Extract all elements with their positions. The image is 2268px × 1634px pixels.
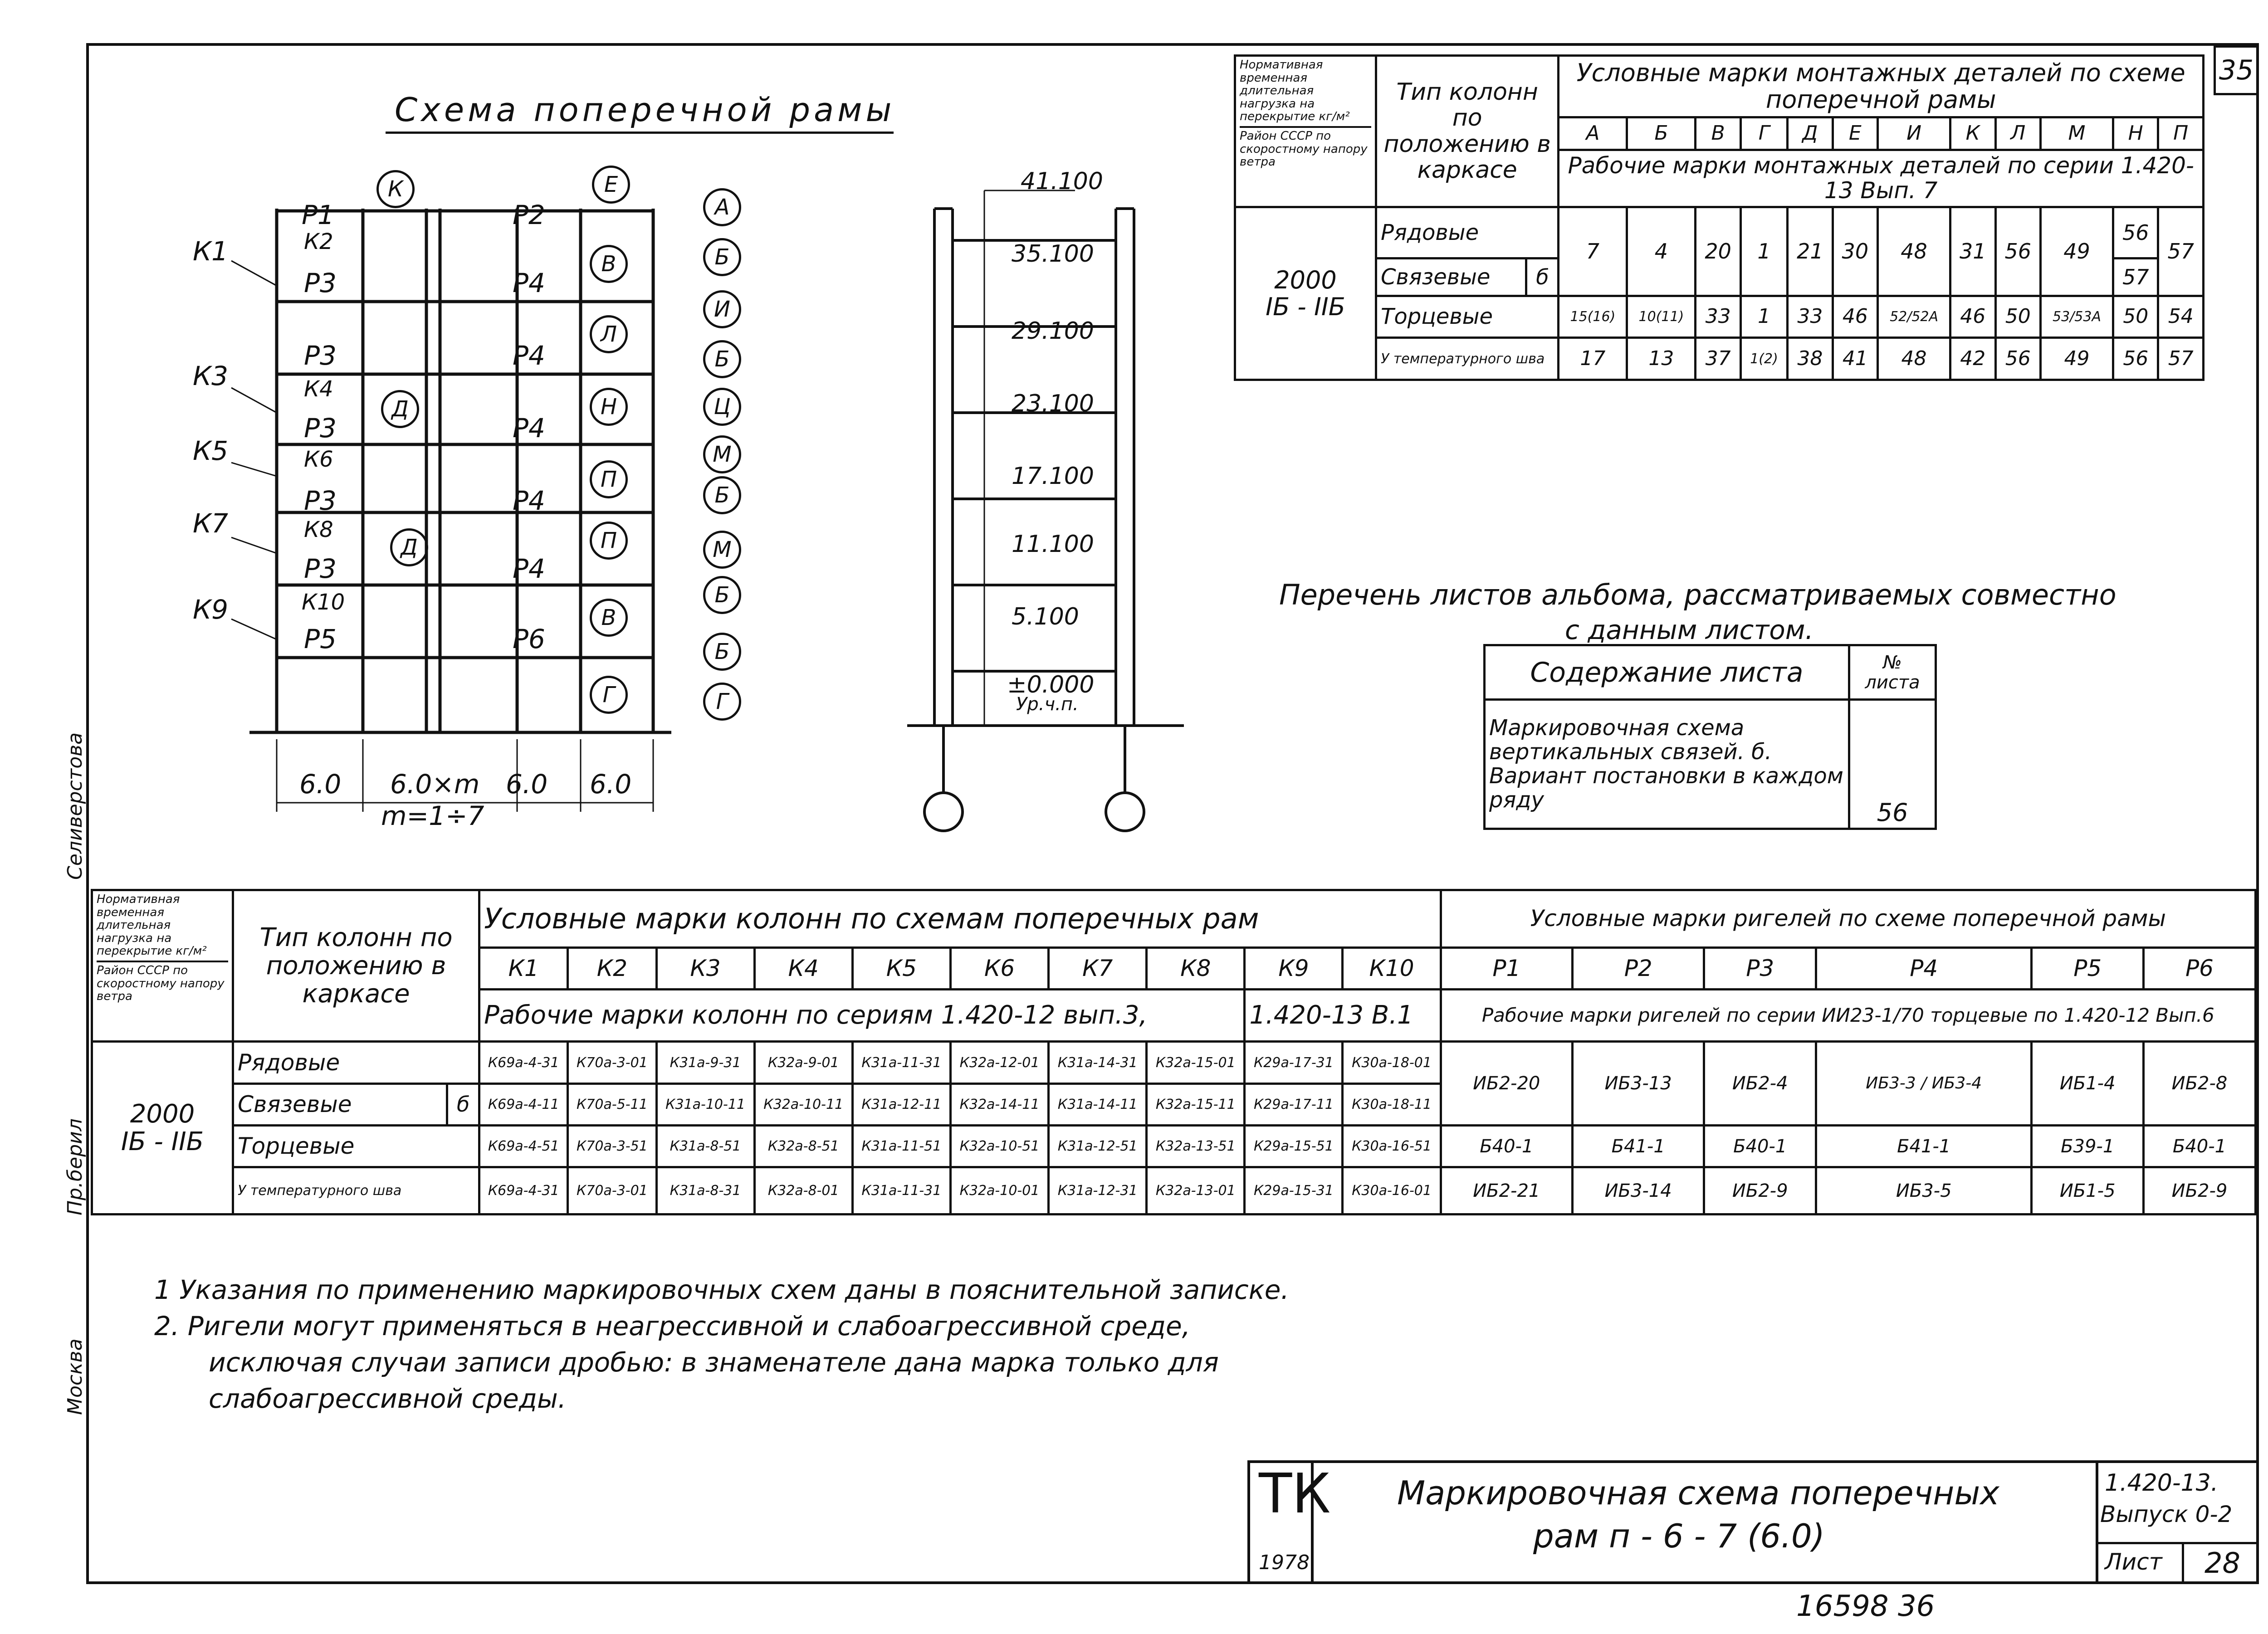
note-line: слабоагрессивной среды. — [209, 1383, 567, 1414]
column-mark: К31а-9-31 — [656, 1042, 754, 1083]
value-cell: 52/52А — [1878, 296, 1950, 338]
column-mark: К70а-3-01 — [568, 1167, 656, 1215]
node-mark: Н — [590, 388, 628, 426]
node-mark: Д — [381, 390, 419, 428]
node-mark: М — [703, 435, 741, 473]
title-block-divider — [2096, 1542, 2259, 1544]
beam-label: Р4 — [513, 413, 545, 444]
level-mark: 41.100 — [1021, 168, 1103, 195]
details-table — [1234, 54, 2204, 381]
column-mark: К30а-18-11 — [1343, 1083, 1441, 1125]
beam-header: Р1 — [1441, 947, 1572, 989]
title-block-divider — [2182, 1542, 2184, 1584]
column-label-k7: К7 — [193, 508, 229, 539]
side-label: Пр.берил — [64, 1118, 87, 1215]
column-mark: К69а-4-11 — [479, 1083, 568, 1125]
sheet-list-heading: Перечень листов альбома, рассматриваемых совместно — [1279, 578, 2116, 611]
node-mark: Б — [703, 238, 741, 276]
value-cell: 41 — [1833, 338, 1877, 380]
tk-logo: ТК — [1259, 1463, 1331, 1526]
dimension-label: 6.0×m — [390, 769, 480, 800]
beam-label: Р5 — [304, 624, 337, 654]
column-mark: К31а-11-51 — [852, 1125, 950, 1167]
stamp-sheet-number: 28 — [2204, 1546, 2240, 1580]
beam-mark: ИБ2-9 — [2144, 1167, 2256, 1215]
beam-mark: Б39-1 — [2032, 1125, 2144, 1167]
stamp-title-line1: Маркировочная схема поперечных — [1397, 1474, 1999, 1512]
row-suffix: б — [1526, 259, 1559, 296]
value-cell: 10(11) — [1627, 296, 1696, 338]
letter-cell: Е — [1833, 117, 1877, 150]
node-mark: Г — [590, 676, 628, 714]
node-mark: Е — [592, 166, 630, 204]
value-cell: 42 — [1950, 338, 1995, 380]
row-type: Рядовые — [233, 1042, 479, 1083]
note-line: 1 Указания по применению маркировочных схем даны в пояснительной записке. — [154, 1274, 1289, 1305]
column-header: К8 — [1147, 947, 1245, 989]
beam-label: Р3 — [304, 485, 337, 516]
page-number-box — [2214, 45, 2259, 95]
stamp-sheet-label: Лист — [2105, 1549, 2162, 1575]
node-mark: В — [590, 245, 628, 283]
beam-label: Р3 — [304, 413, 337, 444]
column-mark: К70а-5-11 — [568, 1083, 656, 1125]
columns-work-marks-2: 1.420-13 В.1 — [1245, 990, 1441, 1042]
details-corner-top: Нормативная временная длительная нагрузка на перекрытие кг/м² — [1240, 58, 1350, 124]
row-type: Торцевые — [233, 1125, 479, 1167]
dimension-note: m=1÷7 — [381, 800, 484, 831]
column-mark: К30а-16-51 — [1343, 1125, 1441, 1167]
level-mark: 23.100 — [1012, 390, 1094, 417]
node-mark: П — [590, 522, 628, 560]
beam-label: Р6 — [513, 624, 545, 654]
beam-header: Р6 — [2144, 947, 2256, 989]
sheet-list-content: Маркировочная схема вертикальных связей. б. Вариант постановки в каждом ряду — [1485, 700, 1849, 829]
value-cell: 20 — [1696, 207, 1740, 296]
column-header: К5 — [852, 947, 950, 989]
row-type: Рядовые — [1376, 207, 1559, 259]
beam-mark: Б40-1 — [2144, 1125, 2256, 1167]
node-mark: Л — [590, 315, 628, 353]
beam-mark: ИБ1-5 — [2032, 1167, 2144, 1215]
beam-mark: ИБ3-14 — [1573, 1167, 1704, 1215]
details-marks-header: Условные марки монтажных деталей по схеме поперечной рамы — [1559, 56, 2204, 117]
node-mark: Б — [703, 633, 741, 671]
frame-scheme-diagram — [172, 150, 762, 857]
dimension-label: 6.0 — [299, 769, 342, 800]
column-mark: К31а-14-11 — [1049, 1083, 1147, 1125]
column-mark: К31а-12-51 — [1049, 1125, 1147, 1167]
value-cell: 31 — [1950, 207, 1995, 296]
sheet-list-col-number: № листа — [1849, 645, 1936, 700]
side-label: Москва — [64, 1338, 87, 1415]
column-mark: К32а-10-51 — [950, 1125, 1048, 1167]
beam-mark: ИБ2-8 — [2144, 1042, 2256, 1126]
value-cell: 37 — [1696, 338, 1740, 380]
sheet-list-table — [1483, 644, 1937, 830]
value-cell: 7 — [1559, 207, 1627, 296]
column-mark: К69а-4-51 — [479, 1125, 568, 1167]
columns-load: 2000 — [130, 1099, 195, 1129]
column-label-k1: К1 — [193, 236, 229, 267]
level-mark: 5.100 — [1012, 603, 1079, 630]
column-mark: К31а-10-11 — [656, 1083, 754, 1125]
value-cell: 1(2) — [1740, 338, 1787, 380]
value-cell: 38 — [1788, 338, 1833, 380]
beam-label: Р4 — [513, 553, 545, 584]
column-mark: К69а-4-31 — [479, 1042, 568, 1083]
beam-mark: ИБ1-4 — [2032, 1042, 2144, 1126]
side-label: Селиверстова — [64, 732, 87, 880]
node-mark: К — [376, 170, 415, 208]
column-header: К10 — [1343, 947, 1441, 989]
value-cell: 21 — [1788, 207, 1833, 296]
section-diagram — [898, 172, 1216, 853]
node-mark: Д — [390, 528, 428, 566]
column-label-k3: К3 — [193, 361, 229, 391]
columns-table — [91, 889, 2257, 1215]
value-cell: 50 — [2113, 296, 2158, 338]
column-mark: К29а-15-51 — [1245, 1125, 1343, 1167]
column-mark: К32а-15-01 — [1147, 1042, 1245, 1083]
beams-marks-header: Условные марки ригелей по схеме поперечной рамы — [1441, 890, 2255, 948]
title-block-divider — [2096, 1460, 2098, 1584]
beam-label: Р3 — [304, 553, 337, 584]
details-load: 2000 — [1274, 265, 1337, 294]
row-type: У температурного шва — [233, 1167, 479, 1215]
letter-cell: П — [2158, 117, 2204, 150]
columns-region: ІБ - ІІБ — [121, 1127, 204, 1157]
value-cell: 56 — [1995, 207, 2040, 296]
ground-label: Ур.ч.п. — [1016, 694, 1079, 715]
row-suffix: б — [447, 1083, 479, 1125]
beam-mark: ИБ3-3 / ИБ3-4 — [1816, 1042, 2032, 1126]
column-mark: К31а-11-31 — [852, 1167, 950, 1215]
letter-cell: Д — [1788, 117, 1833, 150]
beam-mark: Б41-1 — [1573, 1125, 1704, 1167]
beams-work-marks: Рабочие марки ригелей по серии ИИ23-1/70 торцевые по 1.420-12 Вып.6 — [1441, 990, 2255, 1042]
letter-cell: В — [1696, 117, 1740, 150]
columns-marks-header: Условные марки колонн по схемам поперечных рам — [479, 890, 1441, 948]
stamp-title-line2: рам п - 6 - 7 (6.0) — [1533, 1517, 1825, 1555]
column-header: К7 — [1049, 947, 1147, 989]
beam-mark: ИБ2-9 — [1704, 1167, 1816, 1215]
beam-mark: Б40-1 — [1441, 1125, 1572, 1167]
value-cell: 56 — [2113, 207, 2158, 259]
level-mark: 29.100 — [1012, 317, 1094, 345]
letter-cell: К — [1950, 117, 1995, 150]
stamp-year: 1978 — [1259, 1551, 1310, 1574]
column-mark: К29а-17-11 — [1245, 1083, 1343, 1125]
beam-header: Р2 — [1573, 947, 1704, 989]
beam-mark: ИБ2-4 — [1704, 1042, 1816, 1126]
beam-mark: Б41-1 — [1816, 1125, 2032, 1167]
beam-header: Р5 — [2032, 947, 2144, 989]
value-cell: 1 — [1740, 207, 1787, 296]
level-mark: ±0.000 — [1007, 671, 1095, 698]
column-mark: К31а-12-11 — [852, 1083, 950, 1125]
details-type-header: Тип колонн по положению в каркасе — [1376, 56, 1559, 207]
node-mark: Б — [703, 576, 741, 614]
sheet-list-col-content: Содержание листа — [1485, 645, 1849, 700]
column-label-k6: К6 — [304, 447, 333, 472]
columns-type-header: Тип колонн по положению в каркасе — [233, 890, 479, 1042]
level-mark: 35.100 — [1012, 240, 1094, 268]
beam-label: Р3 — [304, 268, 337, 298]
beam-mark: ИБ2-20 — [1441, 1042, 1572, 1126]
letter-cell: М — [2040, 117, 2113, 150]
column-mark: К31а-8-51 — [656, 1125, 754, 1167]
beam-header: Р3 — [1704, 947, 1816, 989]
column-label-k10: К10 — [302, 590, 345, 615]
column-mark: К30а-18-01 — [1343, 1042, 1441, 1083]
level-mark: 11.100 — [1012, 531, 1094, 558]
column-mark: К32а-9-01 — [754, 1042, 852, 1083]
letter-cell: Б — [1627, 117, 1696, 150]
column-mark: К32а-15-11 — [1147, 1083, 1245, 1125]
value-cell: 50 — [1995, 296, 2040, 338]
letter-cell: И — [1878, 117, 1950, 150]
value-cell: 13 — [1627, 338, 1696, 380]
node-mark: Г — [703, 683, 741, 721]
node-mark: Ц — [703, 388, 741, 426]
sheet-list-heading-2: с данным листом. — [1565, 615, 1813, 645]
value-cell: 48 — [1878, 338, 1950, 380]
note-line: 2. Ригели могут применяться в неагрессивной и слабоагрессивной среде, — [154, 1311, 1191, 1341]
dimension-label: 6.0 — [506, 769, 548, 800]
value-cell: 33 — [1788, 296, 1833, 338]
letter-cell: Л — [1995, 117, 2040, 150]
column-mark: К70а-3-51 — [568, 1125, 656, 1167]
row-type: Торцевые — [1376, 296, 1559, 338]
value-cell: 15(16) — [1559, 296, 1627, 338]
details-work-marks: Рабочие марки монтажных деталей по серии 1.420-13 Вып. 7 — [1559, 150, 2204, 207]
beam-label: Р4 — [513, 485, 545, 516]
node-mark: Б — [703, 476, 741, 514]
column-mark: К31а-8-31 — [656, 1167, 754, 1215]
beam-mark: ИБ3-13 — [1573, 1042, 1704, 1126]
column-header: К6 — [950, 947, 1048, 989]
column-mark: К29а-17-31 — [1245, 1042, 1343, 1083]
value-cell: 46 — [1950, 296, 1995, 338]
beam-label: Р4 — [513, 268, 545, 298]
dimension-label: 6.0 — [590, 769, 632, 800]
beam-label: Р4 — [513, 340, 545, 371]
column-mark: К31а-11-31 — [852, 1042, 950, 1083]
value-cell: 49 — [2040, 207, 2113, 296]
value-cell: 54 — [2158, 296, 2204, 338]
column-label-k9: К9 — [193, 594, 229, 625]
column-mark: К70а-3-01 — [568, 1042, 656, 1083]
node-mark: И — [703, 290, 741, 328]
frame-title-underline — [386, 132, 894, 134]
details-corner-bottom: Район СССР по скоростному напору ветра — [1240, 126, 1371, 169]
value-cell: 33 — [1696, 296, 1740, 338]
value-cell: 1 — [1740, 296, 1787, 338]
beam-mark: ИБ3-5 — [1816, 1167, 2032, 1215]
details-region: ІБ - ІІБ — [1266, 293, 1345, 322]
value-cell: 46 — [1833, 296, 1877, 338]
column-mark: К32а-14-11 — [950, 1083, 1048, 1125]
columns-work-marks: Рабочие марки колонн по сериям 1.420-12 вып.3, — [479, 990, 1245, 1042]
value-cell: 17 — [1559, 338, 1627, 380]
sheet-list-number: 56 — [1849, 700, 1936, 829]
column-mark: К31а-14-31 — [1049, 1042, 1147, 1083]
columns-corner-top: Нормативная временная длительная нагрузка на перекрытие кг/м² — [97, 893, 207, 958]
value-cell: 57 — [2158, 338, 2204, 380]
value-cell: 57 — [2158, 207, 2204, 296]
node-mark: Б — [703, 340, 741, 378]
value-cell: 48 — [1878, 207, 1950, 296]
beam-mark: ИБ2-21 — [1441, 1167, 1572, 1215]
value-cell: 57 — [2113, 259, 2158, 296]
beam-label: Р2 — [513, 200, 545, 230]
value-cell: 49 — [2040, 338, 2113, 380]
node-mark: П — [590, 460, 628, 498]
column-mark: К32а-12-01 — [950, 1042, 1048, 1083]
column-label-k4: К4 — [304, 376, 333, 402]
column-mark: К32а-13-51 — [1147, 1125, 1245, 1167]
note-line: исключая случаи записи дробью: в знаменателе дана марка только для — [209, 1347, 1219, 1378]
beam-header: Р4 — [1816, 947, 2032, 989]
column-mark: К32а-10-01 — [950, 1167, 1048, 1215]
column-header: К2 — [568, 947, 656, 989]
page-number: 35 — [2219, 54, 2254, 86]
column-mark: К32а-13-01 — [1147, 1167, 1245, 1215]
column-mark: К32а-10-11 — [754, 1083, 852, 1125]
column-mark: К32а-8-51 — [754, 1125, 852, 1167]
letter-cell: Н — [2113, 117, 2158, 150]
column-header: К9 — [1245, 947, 1343, 989]
stamp-issue: Выпуск 0-2 — [2100, 1501, 2233, 1527]
letter-cell: Г — [1740, 117, 1787, 150]
letter-cell: А — [1559, 117, 1627, 150]
column-label-k5: К5 — [193, 435, 229, 466]
node-mark: В — [590, 599, 628, 637]
column-mark: К30а-16-01 — [1343, 1167, 1441, 1215]
beam-label: Р1 — [302, 200, 334, 230]
value-cell: 4 — [1627, 207, 1696, 296]
column-mark: К31а-12-31 — [1049, 1167, 1147, 1215]
beam-label: Р3 — [304, 340, 337, 371]
row-type: У температурного шва — [1376, 338, 1559, 380]
beam-mark: Б40-1 — [1704, 1125, 1816, 1167]
column-label-k2: К2 — [304, 229, 333, 254]
value-cell: 56 — [1995, 338, 2040, 380]
node-mark: М — [703, 531, 741, 569]
column-header: К4 — [754, 947, 852, 989]
inventory-number: 16598 36 — [1796, 1590, 1935, 1623]
node-mark: А — [703, 188, 741, 226]
columns-corner-bottom: Район СССР по скоростному напору ветра — [97, 961, 228, 1003]
column-mark: К29а-15-31 — [1245, 1167, 1343, 1215]
column-header: К1 — [479, 947, 568, 989]
column-mark: К32а-8-01 — [754, 1167, 852, 1215]
level-mark: 17.100 — [1012, 463, 1094, 490]
column-label-k8: К8 — [304, 517, 333, 542]
frame-scheme-title: Схема поперечной рамы — [395, 91, 895, 129]
column-mark: К69а-4-31 — [479, 1167, 568, 1215]
value-cell: 56 — [2113, 338, 2158, 380]
column-header: К3 — [656, 947, 754, 989]
row-type: Связевые — [233, 1083, 447, 1125]
stamp-series: 1.420-13. — [2105, 1469, 2219, 1497]
value-cell: 30 — [1833, 207, 1877, 296]
row-type: Связевые — [1376, 259, 1526, 296]
value-cell: 53/53А — [2040, 296, 2113, 338]
